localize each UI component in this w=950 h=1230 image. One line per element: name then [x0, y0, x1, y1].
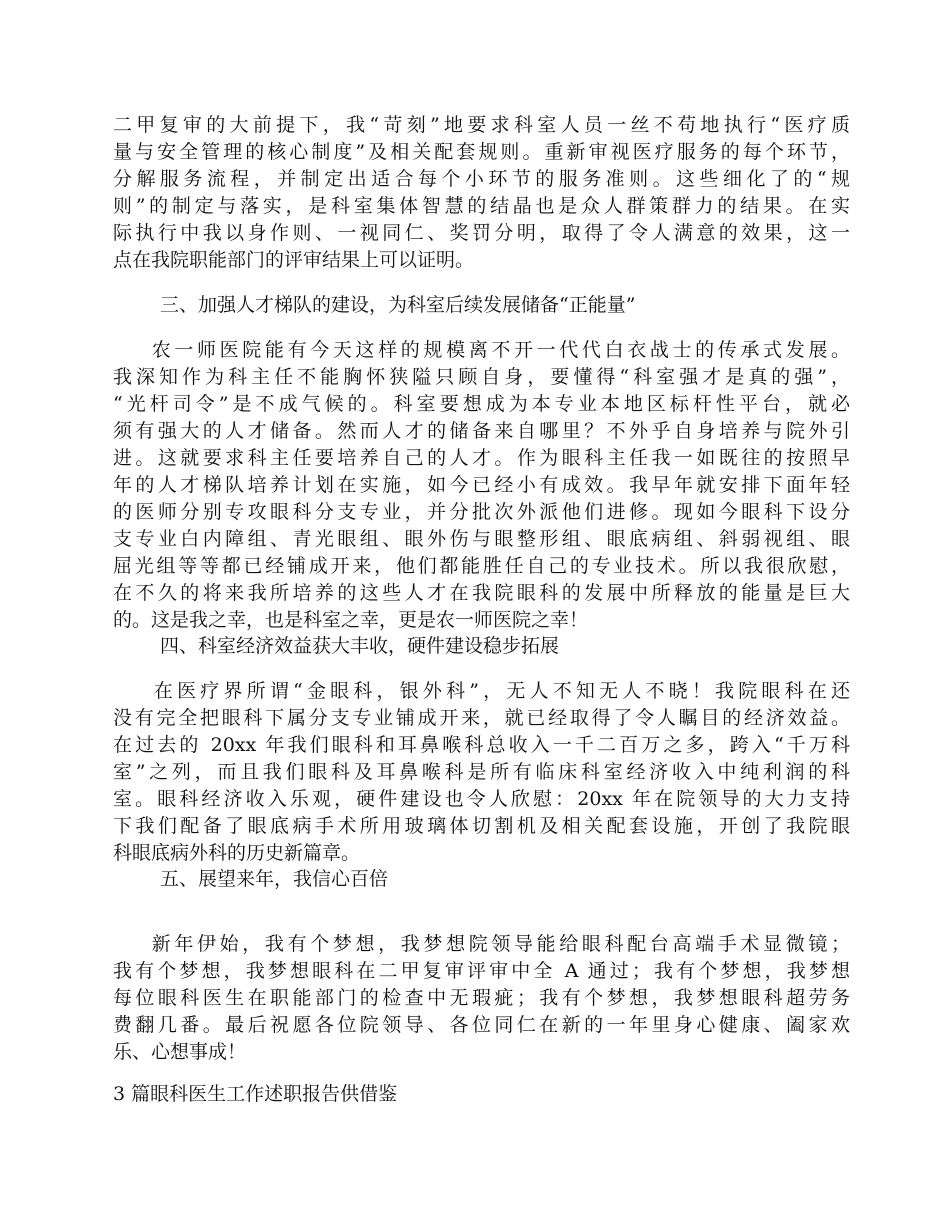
text-line: 年的人才梯队培养计划在实施，如今已经小有成效。我早年就安排下面年轻 [113, 474, 850, 496]
section-heading-5 [113, 866, 850, 893]
text-line: 在过去的 20xx 年我们眼科和耳鼻喉科总收入一千二百万之多，跨入“千万科 [113, 734, 850, 756]
document-footer-title [113, 1081, 850, 1108]
text-line: 在不久的将来我所培养的这些人才在我院眼科的发展中所释放的能量是巨大 [113, 582, 850, 604]
text-line: 费翻几番。最后祝愿各位院领导、各位同仁在新的一年里身心健康、阖家欢 [113, 1014, 850, 1036]
heading-text: 三、加强人才梯队的建设，为科室后续发展储备“正能量” [160, 294, 636, 316]
text-line: 二甲复审的大前提下，我“苛刻”地要求科室人员一丝不苟地执行“医疗质 [113, 114, 850, 136]
paragraph-2 [113, 337, 850, 634]
paragraph-4 [113, 931, 850, 1066]
text-line: 则”的制定与落实，是科室集体智慧的结晶也是众人群策群力的结果。在实 [113, 195, 850, 217]
heading-text: 四、科室经济效益获大丰收，硬件建设稳步拓展 [160, 635, 560, 657]
text-line: 没有完全把眼科下属分支专业铺成开来，就已经取得了令人瞩目的经济效益。 [113, 707, 850, 729]
text-line: 我深知作为科主任不能胸怀狭隘只顾自身，要懂得“科室强才是真的强”， [113, 366, 850, 388]
text-line: 进。这就要求科主任要培养自己的人才。作为眼科主任我一如既往的按照早 [113, 447, 850, 469]
text-line: 点在我院职能部门的评审结果上可以证明。 [113, 249, 475, 271]
text-line: 乐、心想事成！ [113, 1041, 247, 1063]
text-line: 屈光组等等都已经铺成开来，他们都能胜任自己的专业技术。所以我很欣慰， [113, 555, 850, 577]
text-line: 量与安全管理的核心制度”及相关配套规则。重新审视医疗服务的每个环节， [113, 141, 850, 163]
section-heading-4 [113, 633, 850, 660]
paragraph-1 [113, 112, 850, 274]
paragraph-3 [113, 678, 850, 867]
text-line: 我有个梦想，我梦想眼科在二甲复审评审中全 A 通过；我有个梦想，我梦想 [113, 960, 850, 982]
text-line: 在医疗界所谓“金眼科，银外科”，无人不知无人不晓！我院眼科在还 [113, 680, 850, 702]
text-line: 每位眼科医生在职能部门的检查中无瑕疵；我有个梦想，我梦想眼科超劳务 [113, 987, 850, 1009]
section-heading-3 [113, 292, 850, 319]
text-line: 科眼底病外科的历史新篇章。 [113, 842, 361, 864]
text-line: 新年伊始，我有个梦想，我梦想院领导能给眼科配台高端手术显微镜； [113, 933, 850, 955]
text-line: 室。眼科经济收入乐观，硬件建设也令人欣慰：20xx 年在院领导的大力支持 [113, 788, 850, 810]
footer-text: 3 篇眼科医生工作述职报告供借鉴 [113, 1083, 398, 1105]
text-line: 农一师医院能有今天这样的规模离不开一代代白衣战士的传承式发展。 [113, 339, 850, 361]
text-line: 须有强大的人才储备。然而人才的储备来自哪里？不外乎自身培养与院外引 [113, 420, 850, 442]
text-line: 际执行中我以身作则、一视同仁、奖罚分明，取得了令人满意的效果，这一 [113, 222, 850, 244]
text-line: 分解服务流程，并制定出适合每个小环节的服务准则。这些细化了的“规 [113, 168, 850, 190]
text-line: 的。这是我之幸，也是科室之幸，更是农一师医院之幸！ [113, 609, 589, 631]
text-line: 支专业白内障组、青光眼组、眼外伤与眼整形组、眼底病组、斜弱视组、眼 [113, 528, 850, 550]
heading-text: 五、展望来年，我信心百倍 [160, 868, 389, 890]
text-line: 的医师分别专攻眼科分支专业，并分批次外派他们进修。现如今眼科下设分 [113, 501, 850, 523]
text-line: “光杆司令”是不成气候的。科室要想成为本专业本地区标杆性平台，就必 [113, 393, 850, 415]
text-line: 下我们配备了眼底病手术所用玻璃体切割机及相关配套设施，开创了我院眼 [113, 815, 850, 837]
text-line: 室”之列，而且我们眼科及耳鼻喉科是所有临床科室经济收入中纯利润的科 [113, 761, 850, 783]
